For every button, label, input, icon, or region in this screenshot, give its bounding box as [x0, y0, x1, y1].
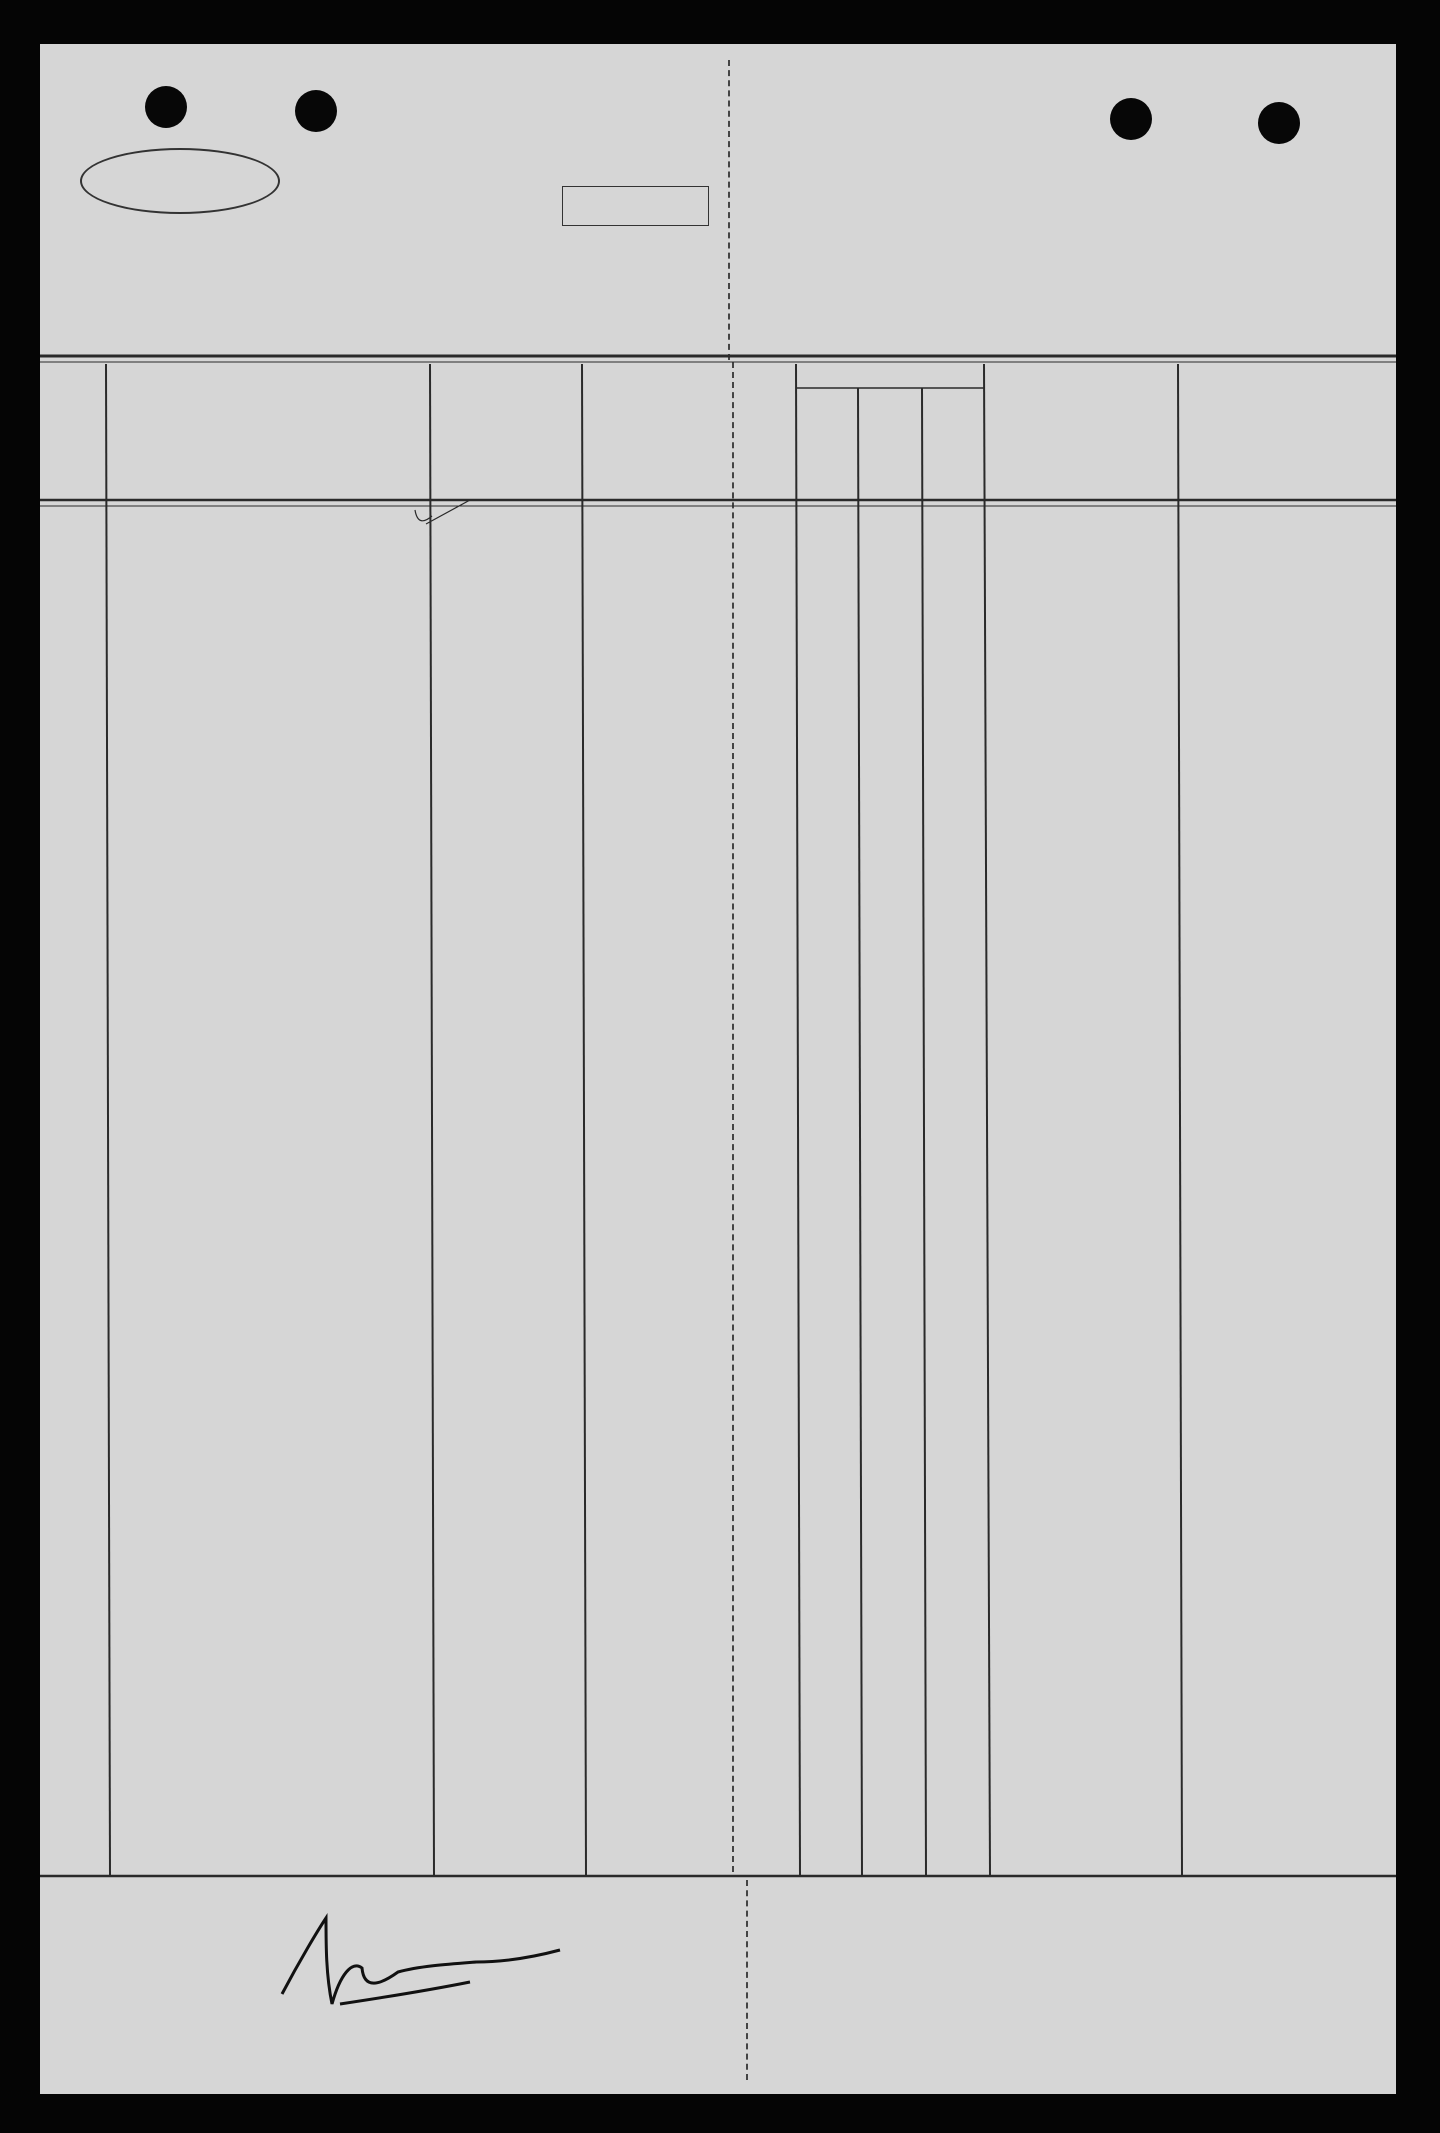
signature: [282, 1918, 560, 2004]
